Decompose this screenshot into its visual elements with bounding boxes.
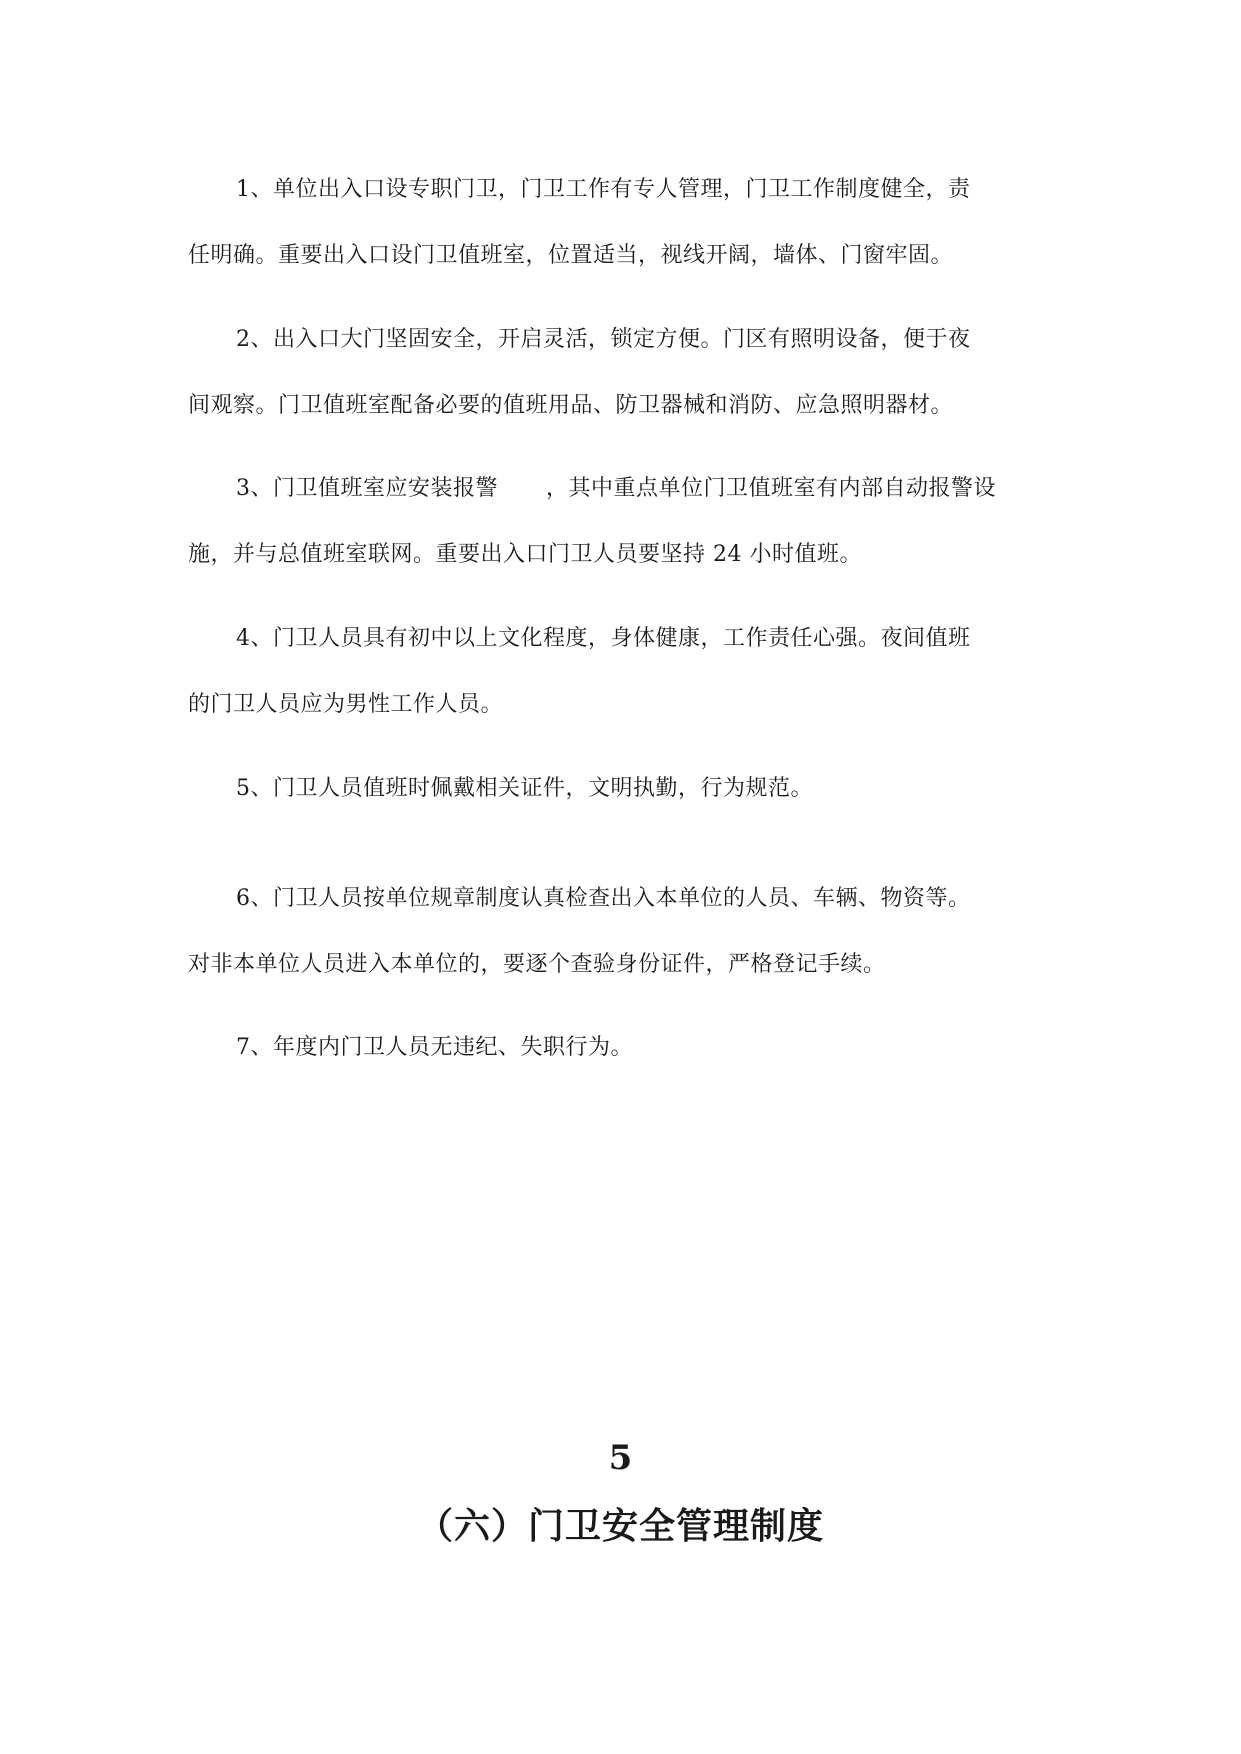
clause-5	[188, 756, 1068, 822]
clause-6	[188, 866, 1068, 998]
clause-1	[188, 157, 1068, 289]
clause-3-line-1-part-b: ，其中重点单位门卫值班室有内部自动报警设	[546, 476, 997, 501]
clause-3-line-1-part-a: 3、门卫值班室应安装报警	[236, 476, 498, 501]
clause-2-line-2: 间观察。门卫值班室配备必要的值班用品、防卫器械和消防、应急照明器材。	[188, 393, 954, 418]
next-section-heading: （六）门卫安全管理制度	[416, 1505, 824, 1547]
clause-3-line-2: 施，并与总值班室联网。重要出入口门卫人员要坚持 24 小时值班。	[188, 542, 862, 567]
clause-7	[188, 1015, 1068, 1081]
clause-7-line-1: 7、年度内门卫人员无违纪、失职行为。	[236, 1035, 633, 1060]
clause-6-line-2: 对非本单位人员进入本单位的，要逐个查验身份证件，严格登记手续。	[188, 952, 886, 977]
clause-4-line-1: 4、门卫人员具有初中以上文化程度，身体健康，工作责任心强。夜间值班	[236, 626, 971, 651]
clause-6-line-1: 6、门卫人员按单位规章制度认真检查出入本单位的人员、车辆、物资等。	[236, 886, 971, 911]
clause-1-line-2: 任明确。重要出入口设门卫值班室，位置适当，视线开阔，墙体、门窗牢固。	[188, 243, 954, 268]
clause-4-line-2: 的门卫人员应为男性工作人员。	[188, 692, 504, 717]
clause-3	[188, 456, 1068, 588]
clause-3-line-1	[188, 456, 1068, 522]
clause-1-line-1: 1、单位出入口设专职门卫，门卫工作有专人管理，门卫工作制度健全，责	[236, 177, 971, 202]
clause-5-line-1: 5、门卫人员值班时佩戴相关证件，文明执勤，行为规范。	[236, 776, 813, 801]
page-number: 5	[608, 1438, 633, 1478]
clause-4	[188, 606, 1068, 738]
clause-2	[188, 307, 1068, 439]
clause-2-line-1: 2、出入口大门坚固安全，开启灵活，锁定方便。门区有照明设备，便于夜	[236, 327, 971, 352]
